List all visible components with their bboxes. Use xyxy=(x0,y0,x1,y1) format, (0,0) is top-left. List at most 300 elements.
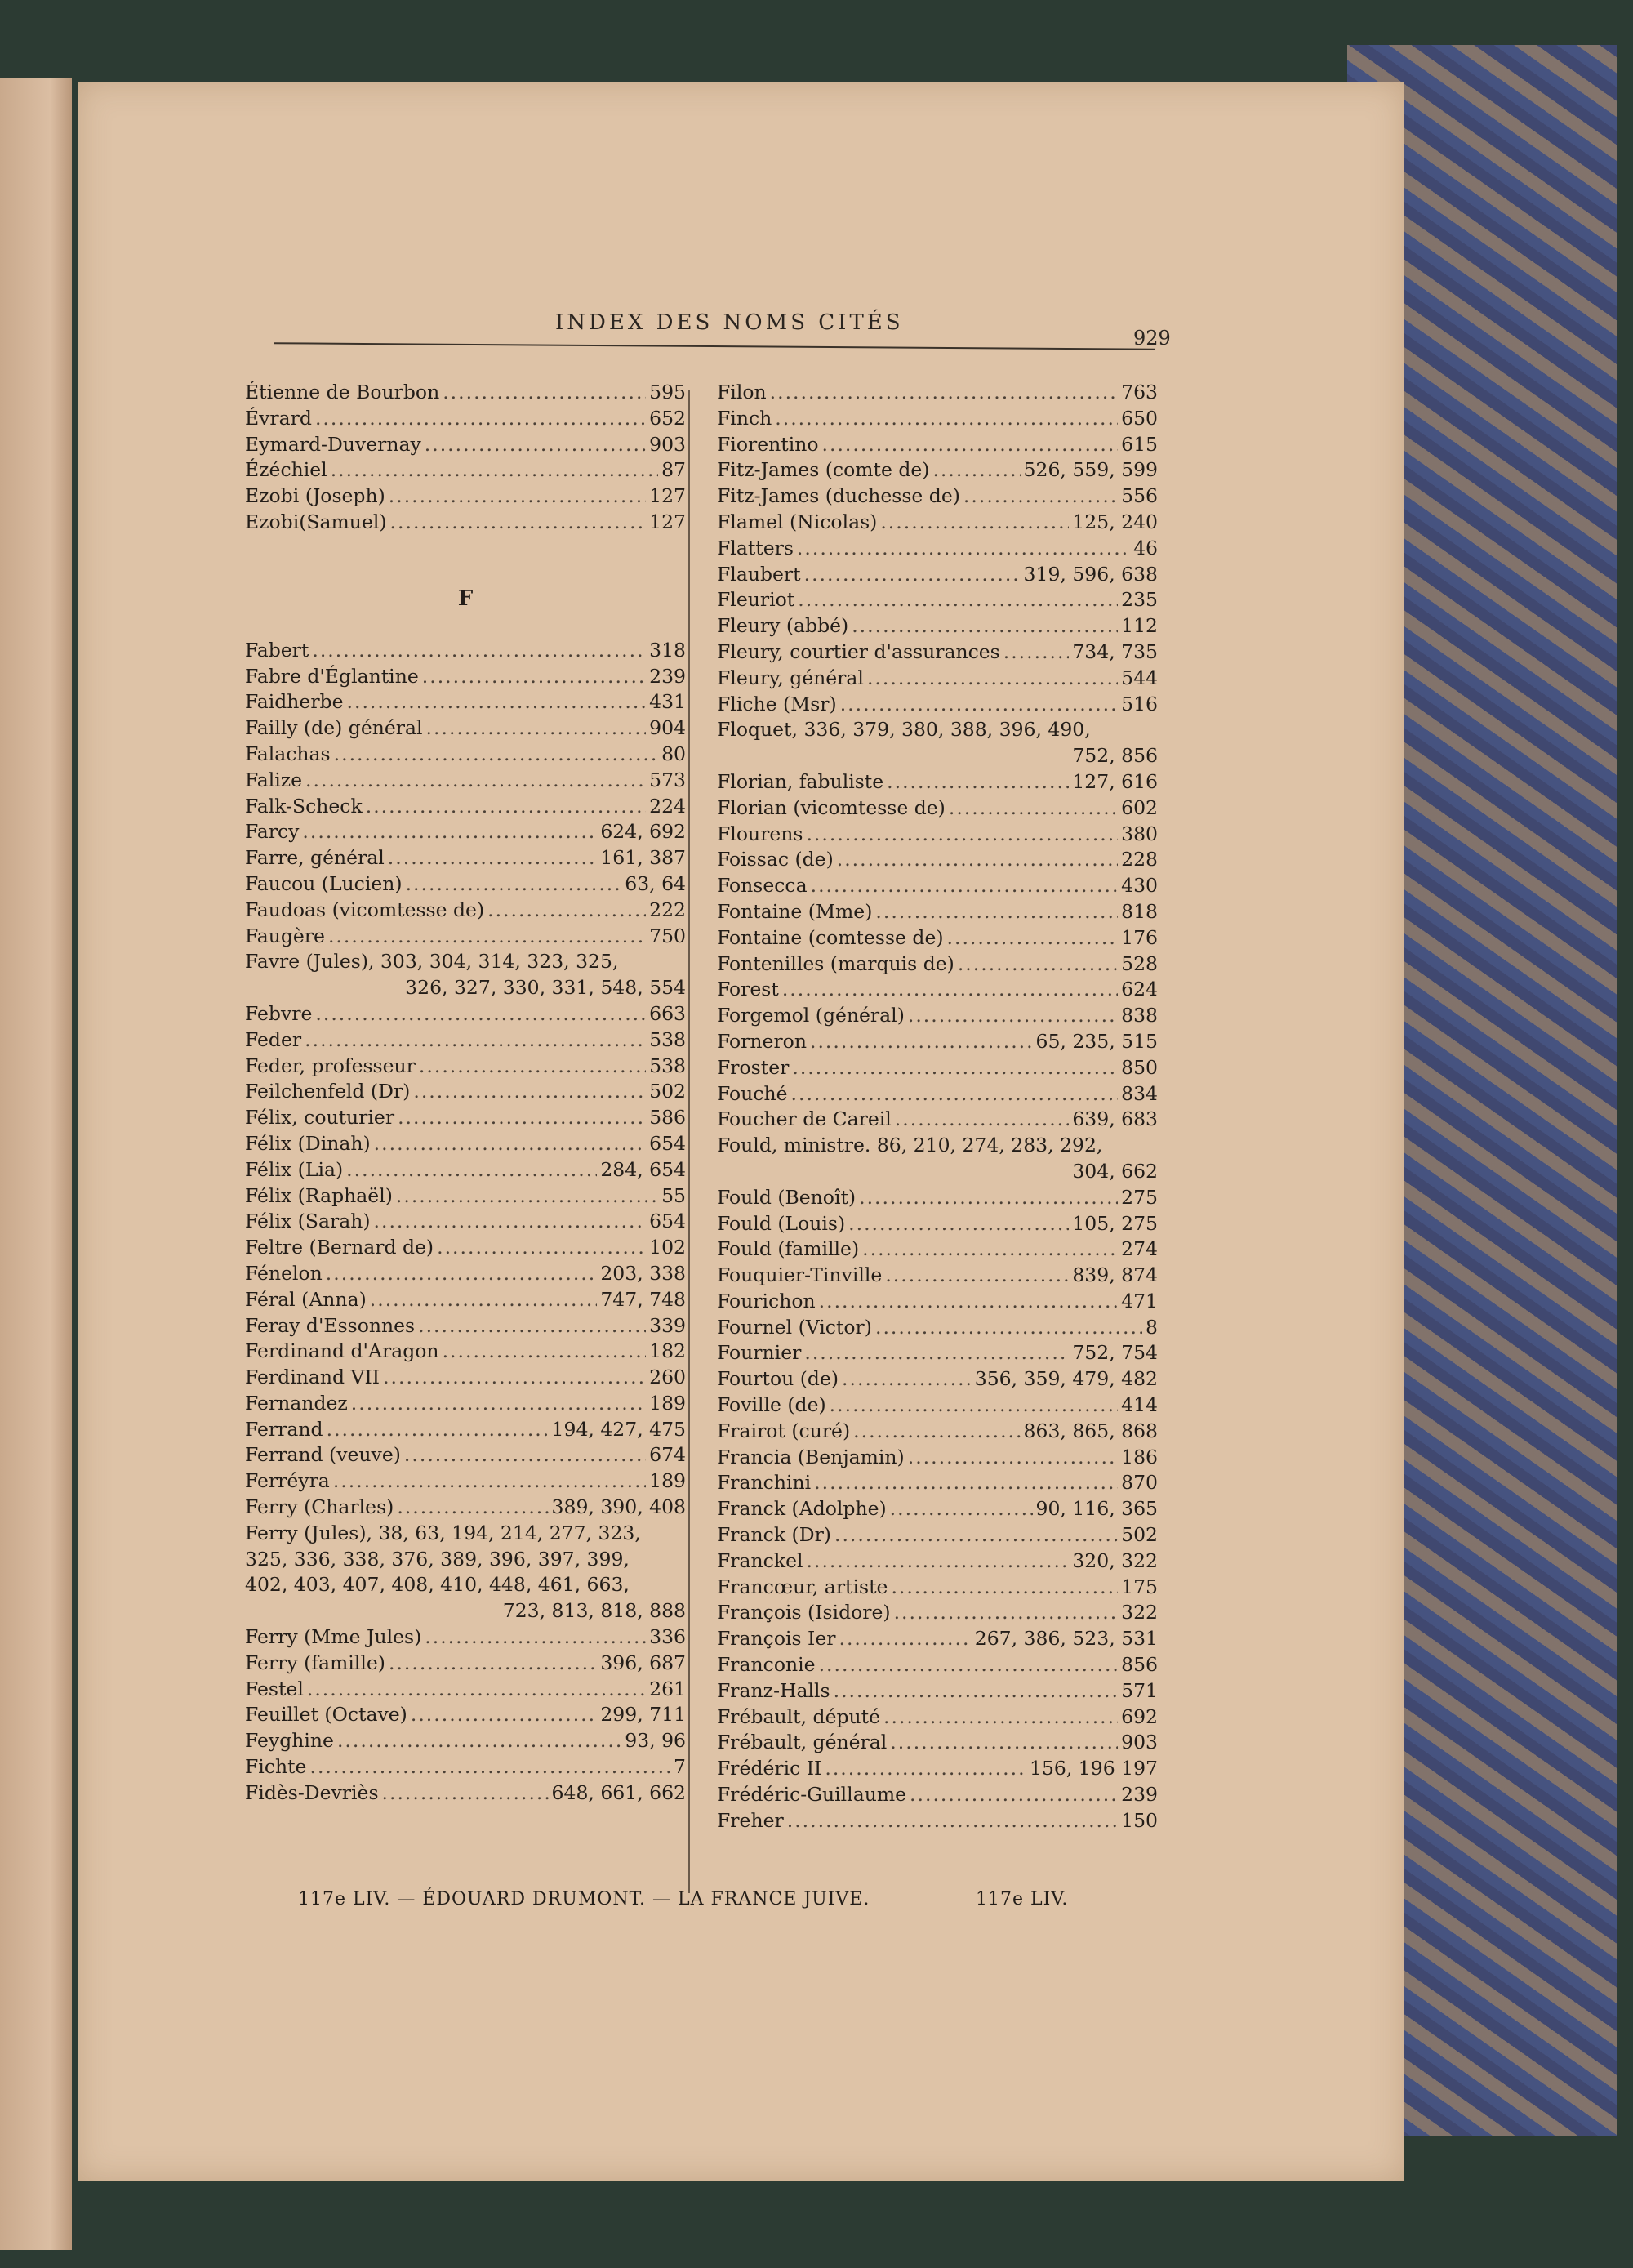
running-header: INDEX DES NOMS CITÉS xyxy=(555,310,904,335)
entry-pages: 573 xyxy=(649,768,686,791)
leader-dots xyxy=(404,1442,646,1468)
index-entry xyxy=(717,1081,1158,1107)
entry-name: François Ier xyxy=(717,1627,836,1651)
entry-pages: 526, 559, 599 xyxy=(1023,458,1158,482)
leader-dots xyxy=(890,1496,1033,1522)
leader-dots xyxy=(830,1392,1118,1419)
entry-name: Fabert xyxy=(245,638,309,662)
leader-dots xyxy=(397,1495,548,1521)
entry-pages: 112 xyxy=(1121,614,1158,638)
leader-dots xyxy=(396,1183,658,1210)
entry-name: Fourtou (de) xyxy=(717,1367,839,1391)
entry-pages: 538 xyxy=(649,1027,686,1051)
leader-dots xyxy=(791,1081,1119,1107)
entry-name: Favre (Jules), 303, 304, 314, 323, 325, xyxy=(245,950,619,974)
leader-dots xyxy=(331,457,658,483)
index-entry xyxy=(245,1105,686,1131)
leader-dots xyxy=(839,1626,971,1652)
entry-name: Francia (Benjamin) xyxy=(717,1445,905,1468)
entry-pages: 602 xyxy=(1121,795,1158,819)
entry-pages: 186 xyxy=(1121,1445,1158,1468)
entry-name: Fernandez xyxy=(245,1391,348,1415)
entry-name: Ferry (famille) xyxy=(245,1651,385,1674)
entry-pages: 818 xyxy=(1121,899,1158,923)
index-entry xyxy=(245,845,686,871)
entry-pages: 396, 687 xyxy=(600,1651,686,1674)
entry-name: Foucher de Careil xyxy=(717,1107,892,1131)
leader-dots xyxy=(411,1702,598,1728)
entry-pages: 150 xyxy=(1121,1808,1158,1832)
index-entry xyxy=(245,1365,686,1391)
leader-dots xyxy=(848,1211,1069,1237)
entry-name: Froster xyxy=(717,1055,790,1079)
entry-pages: 723, 813, 818, 888 xyxy=(502,1599,686,1623)
entry-pages: 319, 596, 638 xyxy=(1023,562,1158,586)
index-entry xyxy=(717,1756,1158,1782)
leader-dots xyxy=(315,406,646,432)
entry-name: Francœur, artiste xyxy=(717,1575,888,1598)
leader-dots xyxy=(1003,639,1070,666)
entry-name: Fleuriot xyxy=(717,588,795,612)
index-entry xyxy=(717,1808,1158,1834)
leader-dots xyxy=(390,510,647,536)
entry-name: Franck (Dr) xyxy=(717,1523,831,1547)
section-letter: F xyxy=(457,586,474,611)
leader-dots xyxy=(840,692,1118,718)
leader-dots xyxy=(382,1780,549,1807)
entry-name: Fitz-James (comte de) xyxy=(717,458,930,482)
entry-pages: 127 xyxy=(649,484,686,508)
leader-dots xyxy=(374,1209,647,1235)
leader-dots xyxy=(862,1236,1118,1263)
footer-signature-right: 117e LIV. xyxy=(976,1889,1069,1909)
entry-pages: 502 xyxy=(649,1080,686,1103)
index-entry xyxy=(245,1624,686,1651)
entry-name: Florian, fabuliste xyxy=(717,769,884,793)
entry-pages: 80 xyxy=(661,742,686,765)
index-entry xyxy=(717,1419,1158,1445)
entry-name: Fontaine (Mme) xyxy=(717,899,873,923)
entry-name: Fournel (Victor) xyxy=(717,1315,872,1339)
index-entry xyxy=(245,638,686,664)
index-entry xyxy=(245,1468,686,1495)
index-entry xyxy=(245,1442,686,1468)
entry-name: Franz-Halls xyxy=(717,1678,830,1702)
entry-pages: 182 xyxy=(649,1339,686,1363)
entry-name: Faugère xyxy=(245,924,325,947)
entry-pages: 239 xyxy=(1121,1783,1158,1807)
index-entry xyxy=(245,483,686,510)
index-entry xyxy=(717,1133,1158,1159)
index-entry xyxy=(245,742,686,768)
leader-dots xyxy=(883,1704,1118,1731)
entry-pages: 648, 661, 662 xyxy=(551,1780,686,1804)
leader-dots xyxy=(891,1575,1118,1601)
entry-pages: 903 xyxy=(649,432,686,456)
index-entry xyxy=(717,692,1158,718)
entry-name: Franconie xyxy=(717,1653,816,1677)
entry-name: Fichte xyxy=(245,1755,307,1779)
index-entry xyxy=(717,1600,1158,1626)
entry-pages: 299, 711 xyxy=(600,1703,686,1727)
entry-name: Fiorentino xyxy=(717,432,819,456)
entry-pages: 734, 735 xyxy=(1072,639,1158,663)
index-entry xyxy=(245,1780,686,1807)
entry-name: Fould (Benoît) xyxy=(717,1185,857,1209)
index-entry xyxy=(717,822,1158,848)
entry-name: Feray d'Essonnes xyxy=(245,1313,416,1337)
index-entry xyxy=(245,794,686,820)
leader-dots xyxy=(426,715,647,742)
entry-pages: 516 xyxy=(1121,692,1158,715)
index-entry xyxy=(717,717,1158,743)
leader-dots xyxy=(806,822,1118,848)
leader-dots xyxy=(347,689,647,715)
entry-name: Forest xyxy=(717,978,779,1001)
index-entry xyxy=(717,1730,1158,1756)
facing-page-edge xyxy=(0,78,72,2250)
leader-dots xyxy=(443,1339,647,1365)
entry-name: Falize xyxy=(245,768,303,791)
entry-pages: 356, 359, 479, 482 xyxy=(974,1367,1158,1391)
index-entry xyxy=(245,924,686,950)
leader-dots xyxy=(887,769,1069,795)
entry-pages: 189 xyxy=(649,1469,686,1493)
leader-dots xyxy=(775,406,1118,432)
index-entry xyxy=(245,1261,686,1287)
index-entry xyxy=(717,1366,1158,1392)
entry-name: Falachas xyxy=(245,742,331,765)
entry-name: Féral (Anna) xyxy=(245,1287,367,1311)
leader-dots xyxy=(388,845,598,871)
entry-pages: 90, 116, 365 xyxy=(1035,1497,1158,1521)
entry-pages: 339 xyxy=(649,1313,686,1337)
entry-name: Franchini xyxy=(717,1471,812,1495)
index-entry xyxy=(717,562,1158,588)
index-entry xyxy=(717,1003,1158,1029)
index-entry xyxy=(245,689,686,715)
leader-dots xyxy=(949,795,1118,822)
index-entry xyxy=(245,1313,686,1339)
leader-dots xyxy=(305,1027,646,1054)
entry-pages: 850 xyxy=(1121,1055,1158,1079)
entry-name: Florian (vicomtesse de) xyxy=(717,795,946,819)
index-entry xyxy=(717,925,1158,951)
index-entry xyxy=(717,1340,1158,1366)
leader-dots xyxy=(932,457,1020,483)
entry-pages: 224 xyxy=(649,794,686,818)
entry-pages: 189 xyxy=(649,1391,686,1415)
entry-pages: 274 xyxy=(1121,1237,1158,1261)
entry-name: Floquet, 336, 379, 380, 388, 396, 490, xyxy=(717,718,1091,742)
entry-name: Frédéric II xyxy=(717,1757,822,1780)
leader-dots xyxy=(443,380,646,406)
index-entry xyxy=(717,1315,1158,1341)
index-entry xyxy=(717,380,1158,406)
index-entry xyxy=(717,1575,1158,1601)
leader-dots xyxy=(315,1001,646,1027)
entry-name: Fontaine (comtesse de) xyxy=(717,925,944,949)
entry-pages: 586 xyxy=(649,1106,686,1130)
entry-pages: 538 xyxy=(649,1054,686,1077)
entry-pages: 63, 64 xyxy=(625,871,686,895)
entry-pages: 194, 427, 475 xyxy=(551,1417,686,1441)
entry-pages: 431 xyxy=(649,690,686,714)
leader-dots xyxy=(383,1365,646,1391)
entry-pages: 267, 386, 523, 531 xyxy=(974,1627,1158,1651)
index-entry xyxy=(245,1209,686,1235)
entry-pages: 304, 662 xyxy=(1072,1159,1158,1183)
entry-pages: 624 xyxy=(1121,978,1158,1001)
entry-name: Farcy xyxy=(245,820,300,844)
index-entry xyxy=(245,380,686,406)
index-entry xyxy=(245,1677,686,1703)
index-entry xyxy=(245,1235,686,1261)
entry-pages: 176 xyxy=(1121,925,1158,949)
entry-name: Évrard xyxy=(245,406,312,430)
entry-name: Fleury, courtier d'assurances xyxy=(717,639,1000,663)
entry-pages: 389, 390, 408 xyxy=(551,1495,686,1519)
leader-dots xyxy=(804,1340,1069,1366)
entry-name: Fleury, général xyxy=(717,666,864,689)
entry-name: Fouché xyxy=(717,1081,788,1105)
leader-dots xyxy=(389,1651,597,1677)
leader-dots xyxy=(852,613,1118,639)
entry-name: Frédéric-Guillaume xyxy=(717,1783,907,1807)
index-entry xyxy=(245,664,686,690)
entry-name: Fontenilles (marquis de) xyxy=(717,951,954,975)
entry-pages: 161, 387 xyxy=(600,846,686,870)
entry-name: Flatters xyxy=(717,536,794,559)
entry-pages: 839, 874 xyxy=(1072,1263,1158,1287)
index-entry xyxy=(717,847,1158,873)
leader-dots xyxy=(398,1105,646,1131)
index-entry xyxy=(717,1159,1158,1185)
index-entry xyxy=(717,587,1158,613)
index-entry xyxy=(717,977,1158,1003)
index-entry xyxy=(245,1547,686,1573)
index-entry xyxy=(245,975,686,1001)
leader-dots xyxy=(312,638,646,664)
entry-name: François (Isidore) xyxy=(717,1601,891,1624)
entry-name: 325, 336, 338, 376, 389, 396, 397, 399, xyxy=(245,1547,630,1571)
index-entry xyxy=(245,1728,686,1754)
leader-dots xyxy=(309,1754,670,1780)
leader-dots xyxy=(327,1417,549,1443)
leader-dots xyxy=(853,1419,1020,1445)
entry-name: Flamel (Nicolas) xyxy=(717,510,878,533)
leader-dots xyxy=(894,1600,1119,1626)
index-entry xyxy=(245,1651,686,1677)
index-entry xyxy=(717,1185,1158,1211)
entry-name: Franck (Adolphe) xyxy=(717,1497,887,1521)
leader-dots xyxy=(875,899,1118,925)
index-entry xyxy=(245,819,686,845)
leader-dots xyxy=(792,1055,1118,1081)
page-number: 929 xyxy=(1133,327,1171,350)
index-entry xyxy=(717,1029,1158,1055)
leader-dots xyxy=(413,1079,646,1105)
entry-pages: 102 xyxy=(649,1236,686,1259)
index-entry xyxy=(245,1572,686,1598)
leader-dots xyxy=(346,1157,597,1183)
entry-name: Feuillet (Octave) xyxy=(245,1703,407,1727)
entry-pages: 105, 275 xyxy=(1072,1211,1158,1235)
entry-name: Ezobi (Joseph) xyxy=(245,484,385,508)
entry-name: Ézéchiel xyxy=(245,458,327,482)
entry-name: Flaubert xyxy=(717,562,801,586)
index-entry xyxy=(245,1495,686,1521)
entry-pages: 46 xyxy=(1133,536,1158,559)
leader-dots xyxy=(875,1315,1142,1341)
leader-dots xyxy=(797,536,1130,562)
entry-name: Ferrand xyxy=(245,1417,323,1441)
entry-name: Félix (Lia) xyxy=(245,1157,344,1181)
index-entry xyxy=(717,1782,1158,1808)
index-entry xyxy=(717,951,1158,978)
entry-pages: 639, 683 xyxy=(1072,1107,1158,1131)
entry-pages: 261 xyxy=(649,1677,686,1700)
entry-pages: 260 xyxy=(649,1366,686,1389)
index-entry xyxy=(245,1001,686,1027)
entry-pages: 125, 240 xyxy=(1072,510,1158,533)
entry-name: Feder xyxy=(245,1027,302,1051)
entry-name: Franckel xyxy=(717,1548,803,1572)
leader-dots xyxy=(819,1289,1119,1315)
leader-dots xyxy=(834,1522,1118,1548)
leader-dots xyxy=(406,871,622,898)
entry-name: Fould (Louis) xyxy=(717,1211,846,1235)
entry-pages: 870 xyxy=(1121,1471,1158,1495)
index-entry xyxy=(717,510,1158,536)
entry-name: Félix (Sarah) xyxy=(245,1210,371,1233)
leader-dots xyxy=(370,1287,598,1313)
leader-dots xyxy=(819,1652,1119,1678)
entry-pages: 156, 196 197 xyxy=(1030,1757,1158,1780)
entry-name: Farre, général xyxy=(245,846,385,870)
index-entry xyxy=(245,1339,686,1365)
entry-pages: 528 xyxy=(1121,951,1158,975)
entry-name: Fénelon xyxy=(245,1261,323,1285)
entry-name: Feilchenfeld (Dr) xyxy=(245,1080,411,1103)
leader-dots xyxy=(302,819,597,845)
leader-dots xyxy=(782,977,1118,1003)
leader-dots xyxy=(811,873,1119,899)
entry-pages: 692 xyxy=(1121,1704,1158,1728)
entry-pages: 228 xyxy=(1121,848,1158,871)
index-entry xyxy=(245,406,686,432)
index-entry xyxy=(245,432,686,458)
index-entry xyxy=(245,898,686,924)
index-entry xyxy=(717,406,1158,432)
entry-pages: 320, 322 xyxy=(1072,1548,1158,1572)
entry-name: Félix (Raphaël) xyxy=(245,1183,393,1207)
leader-dots xyxy=(770,380,1119,406)
index-entry xyxy=(245,1131,686,1157)
entry-name: Fleury (abbé) xyxy=(717,614,849,638)
entry-name: Fourichon xyxy=(717,1289,816,1312)
index-entry xyxy=(717,1652,1158,1678)
index-entry xyxy=(717,899,1158,925)
entry-name: Feder, professeur xyxy=(245,1054,416,1077)
index-entry xyxy=(717,873,1158,899)
index-entry xyxy=(245,1702,686,1728)
entry-name: Finch xyxy=(717,406,772,430)
index-entry xyxy=(717,795,1158,822)
entry-name: Eymard-Duvernay xyxy=(245,432,421,456)
entry-pages: 502 xyxy=(1121,1523,1158,1547)
entry-pages: 318 xyxy=(649,638,686,662)
index-column-left xyxy=(245,380,686,1807)
leader-dots xyxy=(422,664,646,690)
entry-pages: 595 xyxy=(649,381,686,403)
leader-dots xyxy=(418,1313,646,1339)
entry-pages: 414 xyxy=(1121,1393,1158,1417)
leader-dots xyxy=(895,1107,1070,1133)
entry-name: Ferrand (veuve) xyxy=(245,1443,401,1467)
entry-pages: 544 xyxy=(1121,666,1158,689)
index-entry xyxy=(245,457,686,483)
entry-name: Fournier xyxy=(717,1341,802,1365)
leader-dots xyxy=(885,1263,1069,1289)
index-entry xyxy=(717,1496,1158,1522)
entry-pages: 471 xyxy=(1121,1289,1158,1312)
index-entry xyxy=(717,1055,1158,1081)
index-entry xyxy=(245,1391,686,1417)
entry-pages: 903 xyxy=(1121,1731,1158,1754)
entry-name: Freher xyxy=(717,1808,784,1832)
entry-name: Félix (Dinah) xyxy=(245,1131,371,1155)
entry-name: Ferdinand VII xyxy=(245,1366,380,1389)
index-entry xyxy=(245,715,686,742)
index-entry xyxy=(245,1521,686,1547)
index-entry xyxy=(245,768,686,794)
entry-pages: 87 xyxy=(661,458,686,482)
leader-dots xyxy=(374,1131,646,1157)
entry-pages: 674 xyxy=(649,1443,686,1467)
leader-dots xyxy=(425,1624,646,1651)
index-entry xyxy=(717,639,1158,666)
leader-dots xyxy=(834,1678,1119,1704)
entry-pages: 326, 327, 330, 331, 548, 554 xyxy=(405,976,686,1000)
index-entry xyxy=(717,1678,1158,1704)
leader-dots xyxy=(825,1756,1026,1782)
entry-name: Fould, ministre. 86, 210, 274, 283, 292, xyxy=(717,1134,1103,1157)
entry-name: Filon xyxy=(717,381,767,403)
leader-dots xyxy=(958,951,1118,978)
entry-name: Festel xyxy=(245,1677,304,1700)
entry-pages: 93, 96 xyxy=(625,1729,686,1753)
leader-dots xyxy=(326,1261,598,1287)
entry-name: Failly (de) général xyxy=(245,716,423,740)
leader-dots xyxy=(798,587,1118,613)
entry-pages: 322 xyxy=(1121,1601,1158,1624)
index-entry xyxy=(245,1054,686,1080)
entry-pages: 284, 654 xyxy=(600,1157,686,1181)
entry-pages: 65, 235, 515 xyxy=(1035,1029,1158,1053)
entry-name: Fidès-Devriès xyxy=(245,1780,379,1804)
index-entry xyxy=(717,1289,1158,1315)
entry-name: Ferry (Jules), 38, 63, 194, 214, 277, 323, xyxy=(245,1521,641,1544)
index-entry xyxy=(717,666,1158,692)
leader-dots xyxy=(487,898,646,924)
index-entry xyxy=(717,1626,1158,1652)
leader-dots xyxy=(804,562,1021,588)
entry-name: Frébault, général xyxy=(717,1731,888,1754)
entry-name: Fliche (Msr) xyxy=(717,692,837,715)
entry-name: Fouquier-Tinville xyxy=(717,1263,883,1287)
entry-pages: 752, 754 xyxy=(1072,1341,1158,1365)
